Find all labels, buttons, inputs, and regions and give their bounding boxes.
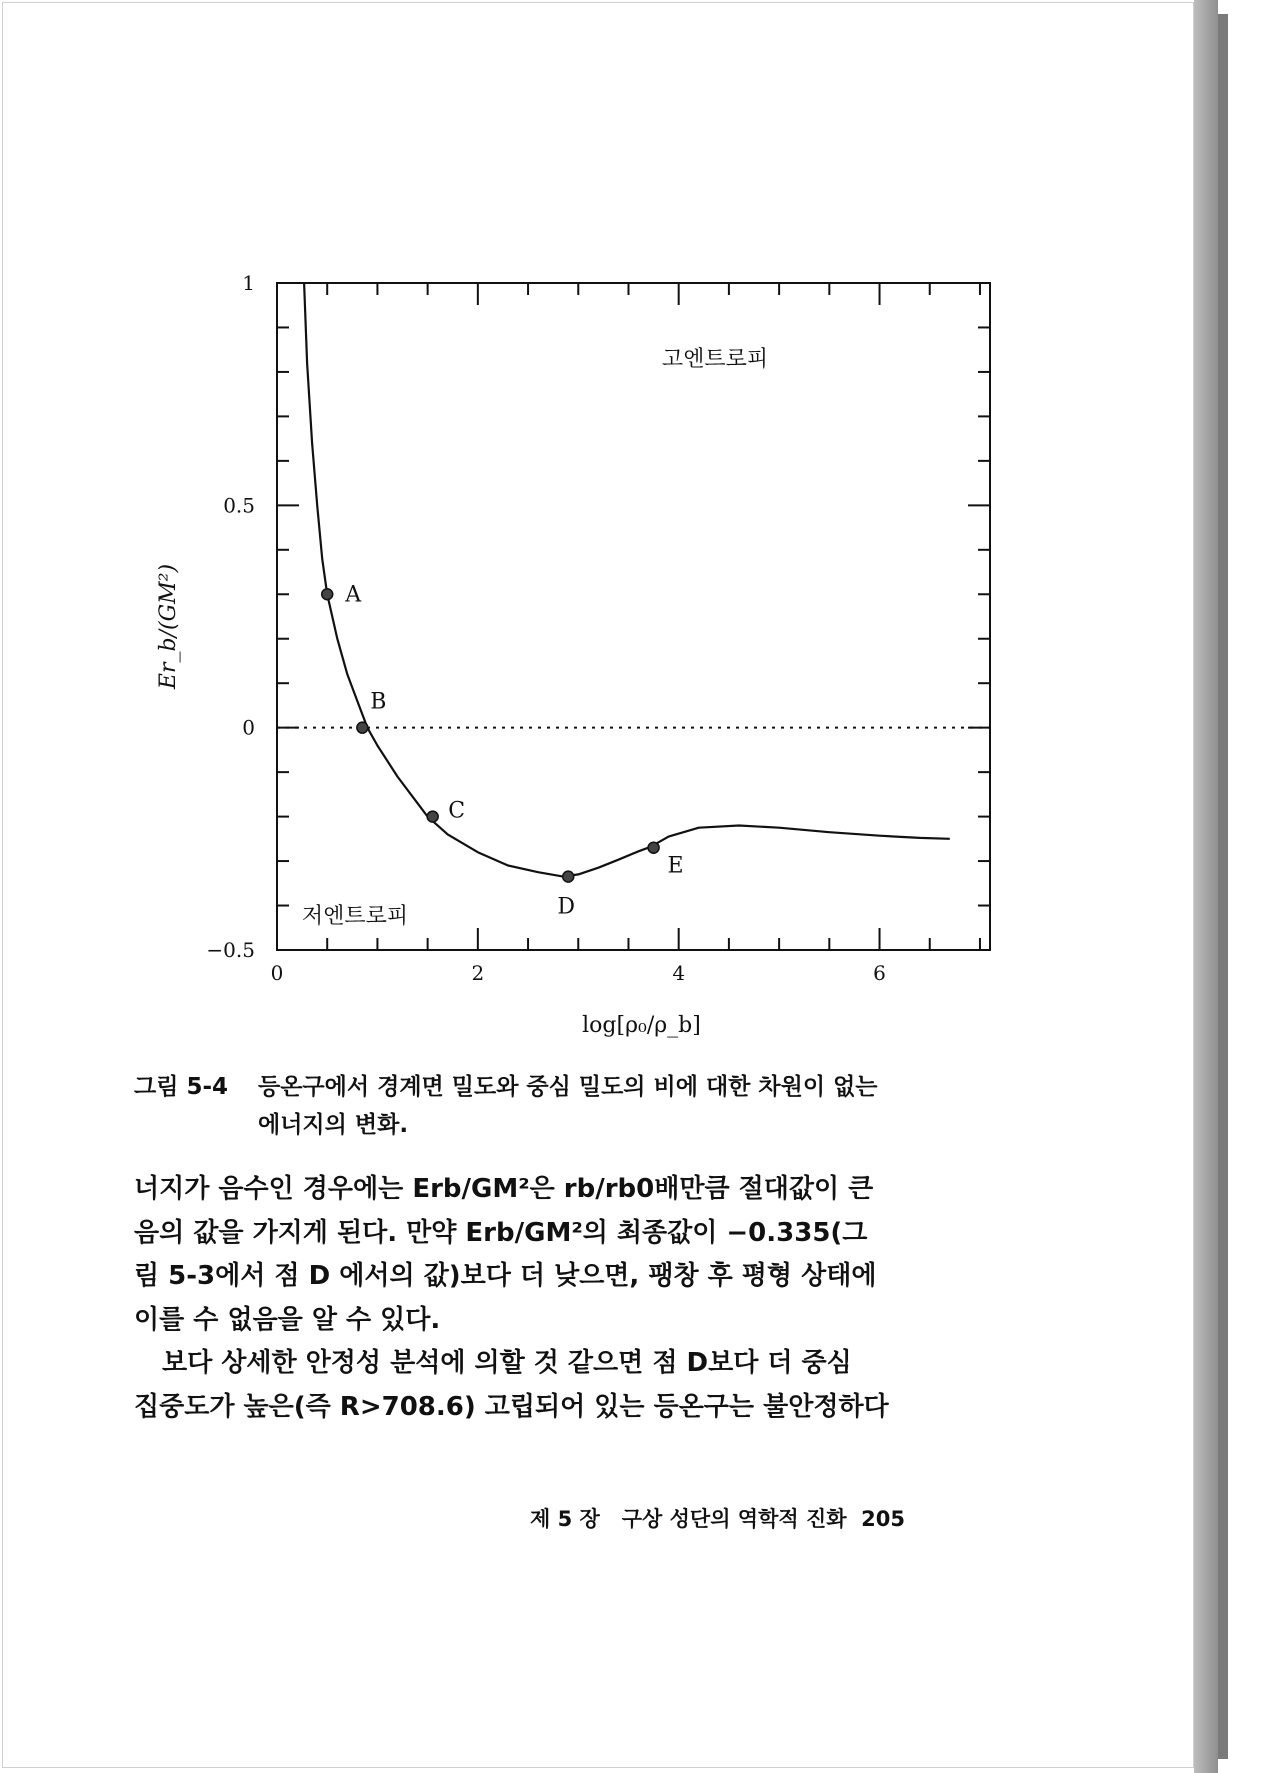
- x-tick-label: 4: [672, 961, 686, 985]
- point-label-c: C: [448, 798, 466, 824]
- chart-labels: [156, 271, 886, 1038]
- running-footer: [530, 1503, 905, 1533]
- point-label-b: B: [370, 689, 387, 715]
- point-label-a: A: [345, 582, 362, 608]
- x-tick-label: 2: [471, 961, 485, 985]
- y-tick-label: 0.5: [223, 493, 255, 518]
- point-d: [563, 871, 574, 882]
- y-tick-label: 0: [242, 715, 255, 740]
- chapter-number: 제 5 장: [530, 1507, 600, 1531]
- page-number: 205: [861, 1507, 906, 1531]
- chart-frame: [277, 283, 990, 950]
- body-line: 너지가 음수인 경우에는 Erb/GM²은 rb/rb0배만큼 절대값이 큰: [134, 1174, 874, 1204]
- body-line: 집중도가 높은(즉 R>708.6) 고립되어 있는 등온구는 불안정하다: [134, 1391, 889, 1422]
- point-b: [357, 722, 368, 733]
- annotation-low-entropy: 저엔트로피: [301, 904, 409, 929]
- energy-curve: [304, 283, 950, 877]
- point-label-e: E: [667, 853, 684, 879]
- body-line: 음의 값을 가지게 된다. 만약 Erb/GM²의 최종값이 −0.335(그: [134, 1217, 868, 1248]
- caption-line-1: 등온구에서 경계면 밀도와 중심 밀도의 비에 대한 차원이 없는: [258, 1074, 878, 1100]
- figure-number: 그림 5-4: [134, 1074, 228, 1100]
- chart-ticks: [277, 283, 990, 950]
- annotation-high-entropy: 고엔트로피: [661, 347, 769, 372]
- figure-caption: [134, 1068, 878, 1144]
- point-label-d: D: [557, 894, 576, 920]
- body-line: 림 5-3에서 점 D 에서의 값)보다 더 낮으면, 팽창 후 평형 상태에: [134, 1261, 877, 1291]
- body-line: 이를 수 없음을 알 수 있다.: [134, 1304, 441, 1335]
- point-e: [648, 842, 659, 853]
- y-tick-label: −0.5: [206, 938, 255, 962]
- body-line: 보다 상세한 안정성 분석에 의할 것 같으면 점 D보다 더 중심: [162, 1348, 852, 1378]
- body-paragraph: [134, 1168, 994, 1429]
- x-axis-label: log[ρ₀/ρ_b]: [582, 1013, 701, 1038]
- point-c: [427, 811, 438, 822]
- x-tick-label: 0: [270, 961, 284, 985]
- x-tick-label: 6: [873, 961, 886, 985]
- caption-line-2: 에너지의 변화.: [258, 1112, 409, 1138]
- plot-border: [277, 283, 990, 950]
- curve-line: [304, 283, 950, 877]
- y-tick-label: 1: [242, 271, 255, 295]
- chapter-title: 구상 성단의 역학적 진화: [621, 1507, 847, 1531]
- point-a: [322, 589, 333, 600]
- y-axis-label: Er_b/(GM²): [156, 563, 181, 690]
